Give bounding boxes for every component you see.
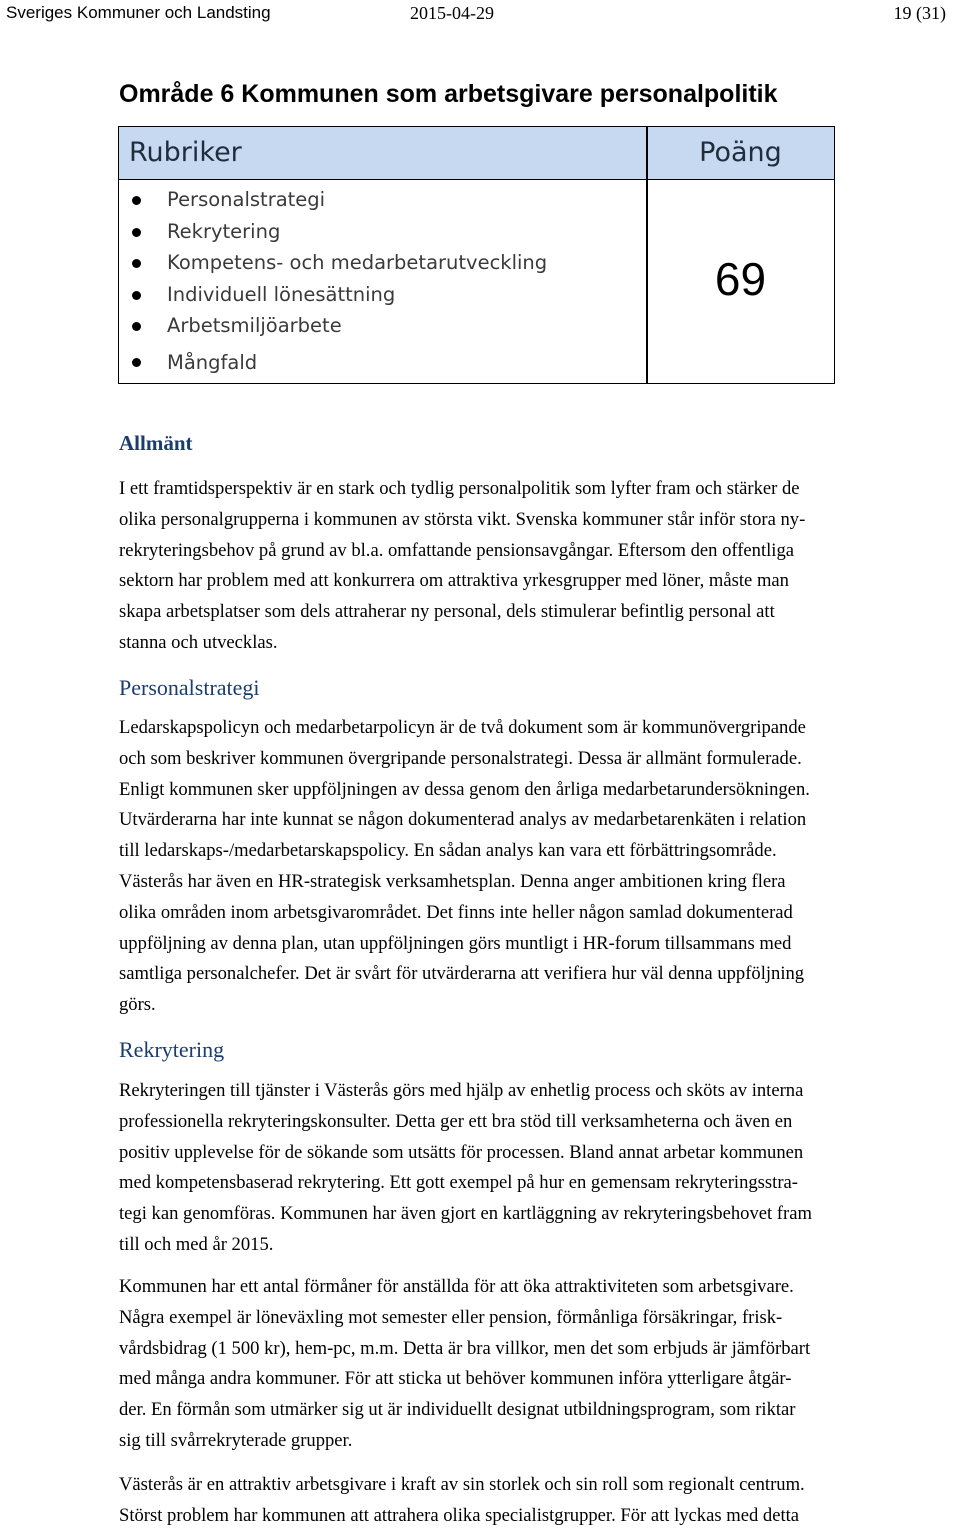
text-line: rekryteringsbehov på grund av bl.a. omfattande pensionsavgångar. Eftersom den offentliga <box>119 539 795 561</box>
list-item-label: Personalstrategi <box>167 188 326 211</box>
bullet-icon <box>132 291 141 300</box>
text-line: Västerås har även en HR-strategisk verksamhetsplan. Denna anger ambitionen kring flera <box>119 870 786 892</box>
text-line: sektorn har problem med att konkurrera om attraktiva yrkesgrupper med löner, måste man <box>119 570 789 592</box>
text-line: der. En förmån som utmärker sig ut är individuellt designat utbildningsprogram, som riktar <box>119 1399 796 1421</box>
list-item <box>119 311 547 343</box>
rubriker-list <box>119 185 547 379</box>
paragraph-rekrytering-1 <box>119 1076 959 1261</box>
list-item <box>119 280 547 312</box>
text-line: Utvärderarna har inte kunnat se någon dokumenterad analys av medarbetarenkäten i relation <box>119 809 807 831</box>
score-table <box>118 126 835 384</box>
text-line: Kommunen har ett antal förmåner för anställda för att öka attraktiviteten som arbetsgivare. <box>119 1276 794 1297</box>
list-item-label: Rekrytering <box>167 219 281 243</box>
score-table-header <box>119 127 834 180</box>
text-line: tegi kan genomföras. Kommunen har även gjort en kartläggning av rekryteringsbehovet fram <box>119 1203 812 1225</box>
text-line: Några exempel är löneväxling mot semester eller pension, förmånliga försäkringar, frisk- <box>119 1306 783 1328</box>
header-date: 2015-04-29 <box>410 3 494 23</box>
text-line: stanna och utvecklas. <box>119 631 278 653</box>
heading-rekrytering: Rekrytering <box>119 1037 225 1062</box>
paragraph-rekrytering-2 <box>119 1272 959 1457</box>
text-line: Ledarskapspolicyn och medarbetarpolicyn är de två dokument som är kommunövergripande <box>119 717 806 738</box>
text-line: professionella rekryteringskonsulter. Detta ger ett bra stöd till verksamheterna och även en <box>119 1110 793 1132</box>
text-line: olika områden inom arbetsgivarområdet. Det finns inte heller någon samlad dokumenterad <box>119 901 793 923</box>
text-line: vårdsbidrag (1 500 kr), hem-pc, m.m. Detta är bra villkor, men det som erbjuds är jämförbart <box>119 1337 811 1359</box>
text-line: till ledarskaps-/medarbetarskapspolicy. En sådan analys kan vara ett förbättringsområde. <box>119 840 777 862</box>
points-value: 69 <box>714 253 767 305</box>
bullet-icon <box>132 358 141 367</box>
text-line: I ett framtidsperspektiv är en stark och tydlig personalpolitik som lyfter fram och stärker de <box>119 478 800 499</box>
list-item-label: Mångfald <box>167 350 258 374</box>
text-line: med kompetensbaserad rekrytering. Ett gott exempel på hur en gemensam rekryteringsstra- <box>119 1172 798 1194</box>
text-line: samtliga personalchefer. Det är svårt för utvärderarna att verifiera hur väl denna uppföljning <box>119 963 805 985</box>
text-line: Störst problem har kommunen att attrahera olika specialistgrupper. För att lyckas med detta <box>119 1504 800 1526</box>
text-line: skapa arbetsplatser som dels attraherar ny personal, dels stimulerar befintlig personal att <box>119 601 775 623</box>
paragraph-allmant <box>119 474 959 659</box>
text-line: och som beskriver kommunen övergripande personalstrategi. Dessa är allmänt formulerade. <box>119 747 802 769</box>
header-org: Sveriges Kommuner och Landsting <box>6 3 271 22</box>
text-line: olika personalgrupperna i kommunen av största vikt. Svenska kommuner står inför stora ny- <box>119 508 806 530</box>
text-line: Västerås är en attraktiv arbetsgivare i kraft av sin storlek och sin roll som regionalt centrum. <box>119 1474 805 1495</box>
list-item <box>119 343 547 379</box>
paragraph-rekrytering-3 <box>119 1470 959 1532</box>
text-line: positiv upplevelse för de sökande som utsätts för processen. Bland annat arbetar kommunen <box>119 1141 804 1163</box>
column-header-poang: Poäng <box>699 137 782 168</box>
bullet-icon <box>132 228 141 237</box>
heading-personalstrategi: Personalstrategi <box>119 675 260 700</box>
text-line: Rekryteringen till tjänster i Västerås görs med hjälp av enhetlig process och sköts av interna <box>119 1080 804 1101</box>
list-item-label: Kompetens- och medarbetarutveckling <box>167 251 548 274</box>
column-header-rubriker: Rubriker <box>129 137 242 168</box>
page-header <box>0 0 960 26</box>
text-line: med många andra kommuner. För att sticka ut behöver kommunen införa ytterligare åtgär- <box>119 1368 792 1390</box>
list-item <box>119 248 547 280</box>
text-line: sig till svårrekryterade grupper. <box>119 1429 353 1451</box>
list-item <box>119 217 547 249</box>
text-line: Enligt kommunen sker uppföljningen av dessa genom den årliga medarbetarundersökningen. <box>119 778 810 800</box>
heading-allmant: Allmänt <box>119 431 193 455</box>
text-line: görs. <box>119 994 156 1016</box>
bullet-icon <box>132 322 141 331</box>
paragraph-personalstrategi <box>119 713 959 1021</box>
bullet-icon <box>132 196 141 205</box>
list-item-label: Individuell lönesättning <box>167 282 396 306</box>
header-page-number: 19 (31) <box>893 3 946 23</box>
list-item <box>119 185 547 217</box>
bullet-icon <box>132 259 141 268</box>
text-line: uppföljning av denna plan, utan uppföljningen görs muntligt i HR-forum tillsammans med <box>119 932 792 954</box>
text-line: till och med år 2015. <box>119 1233 274 1255</box>
area-title: Område 6 Kommunen som arbetsgivare personalpolitik <box>119 80 778 108</box>
list-item-label: Arbetsmiljöarbete <box>167 314 342 337</box>
